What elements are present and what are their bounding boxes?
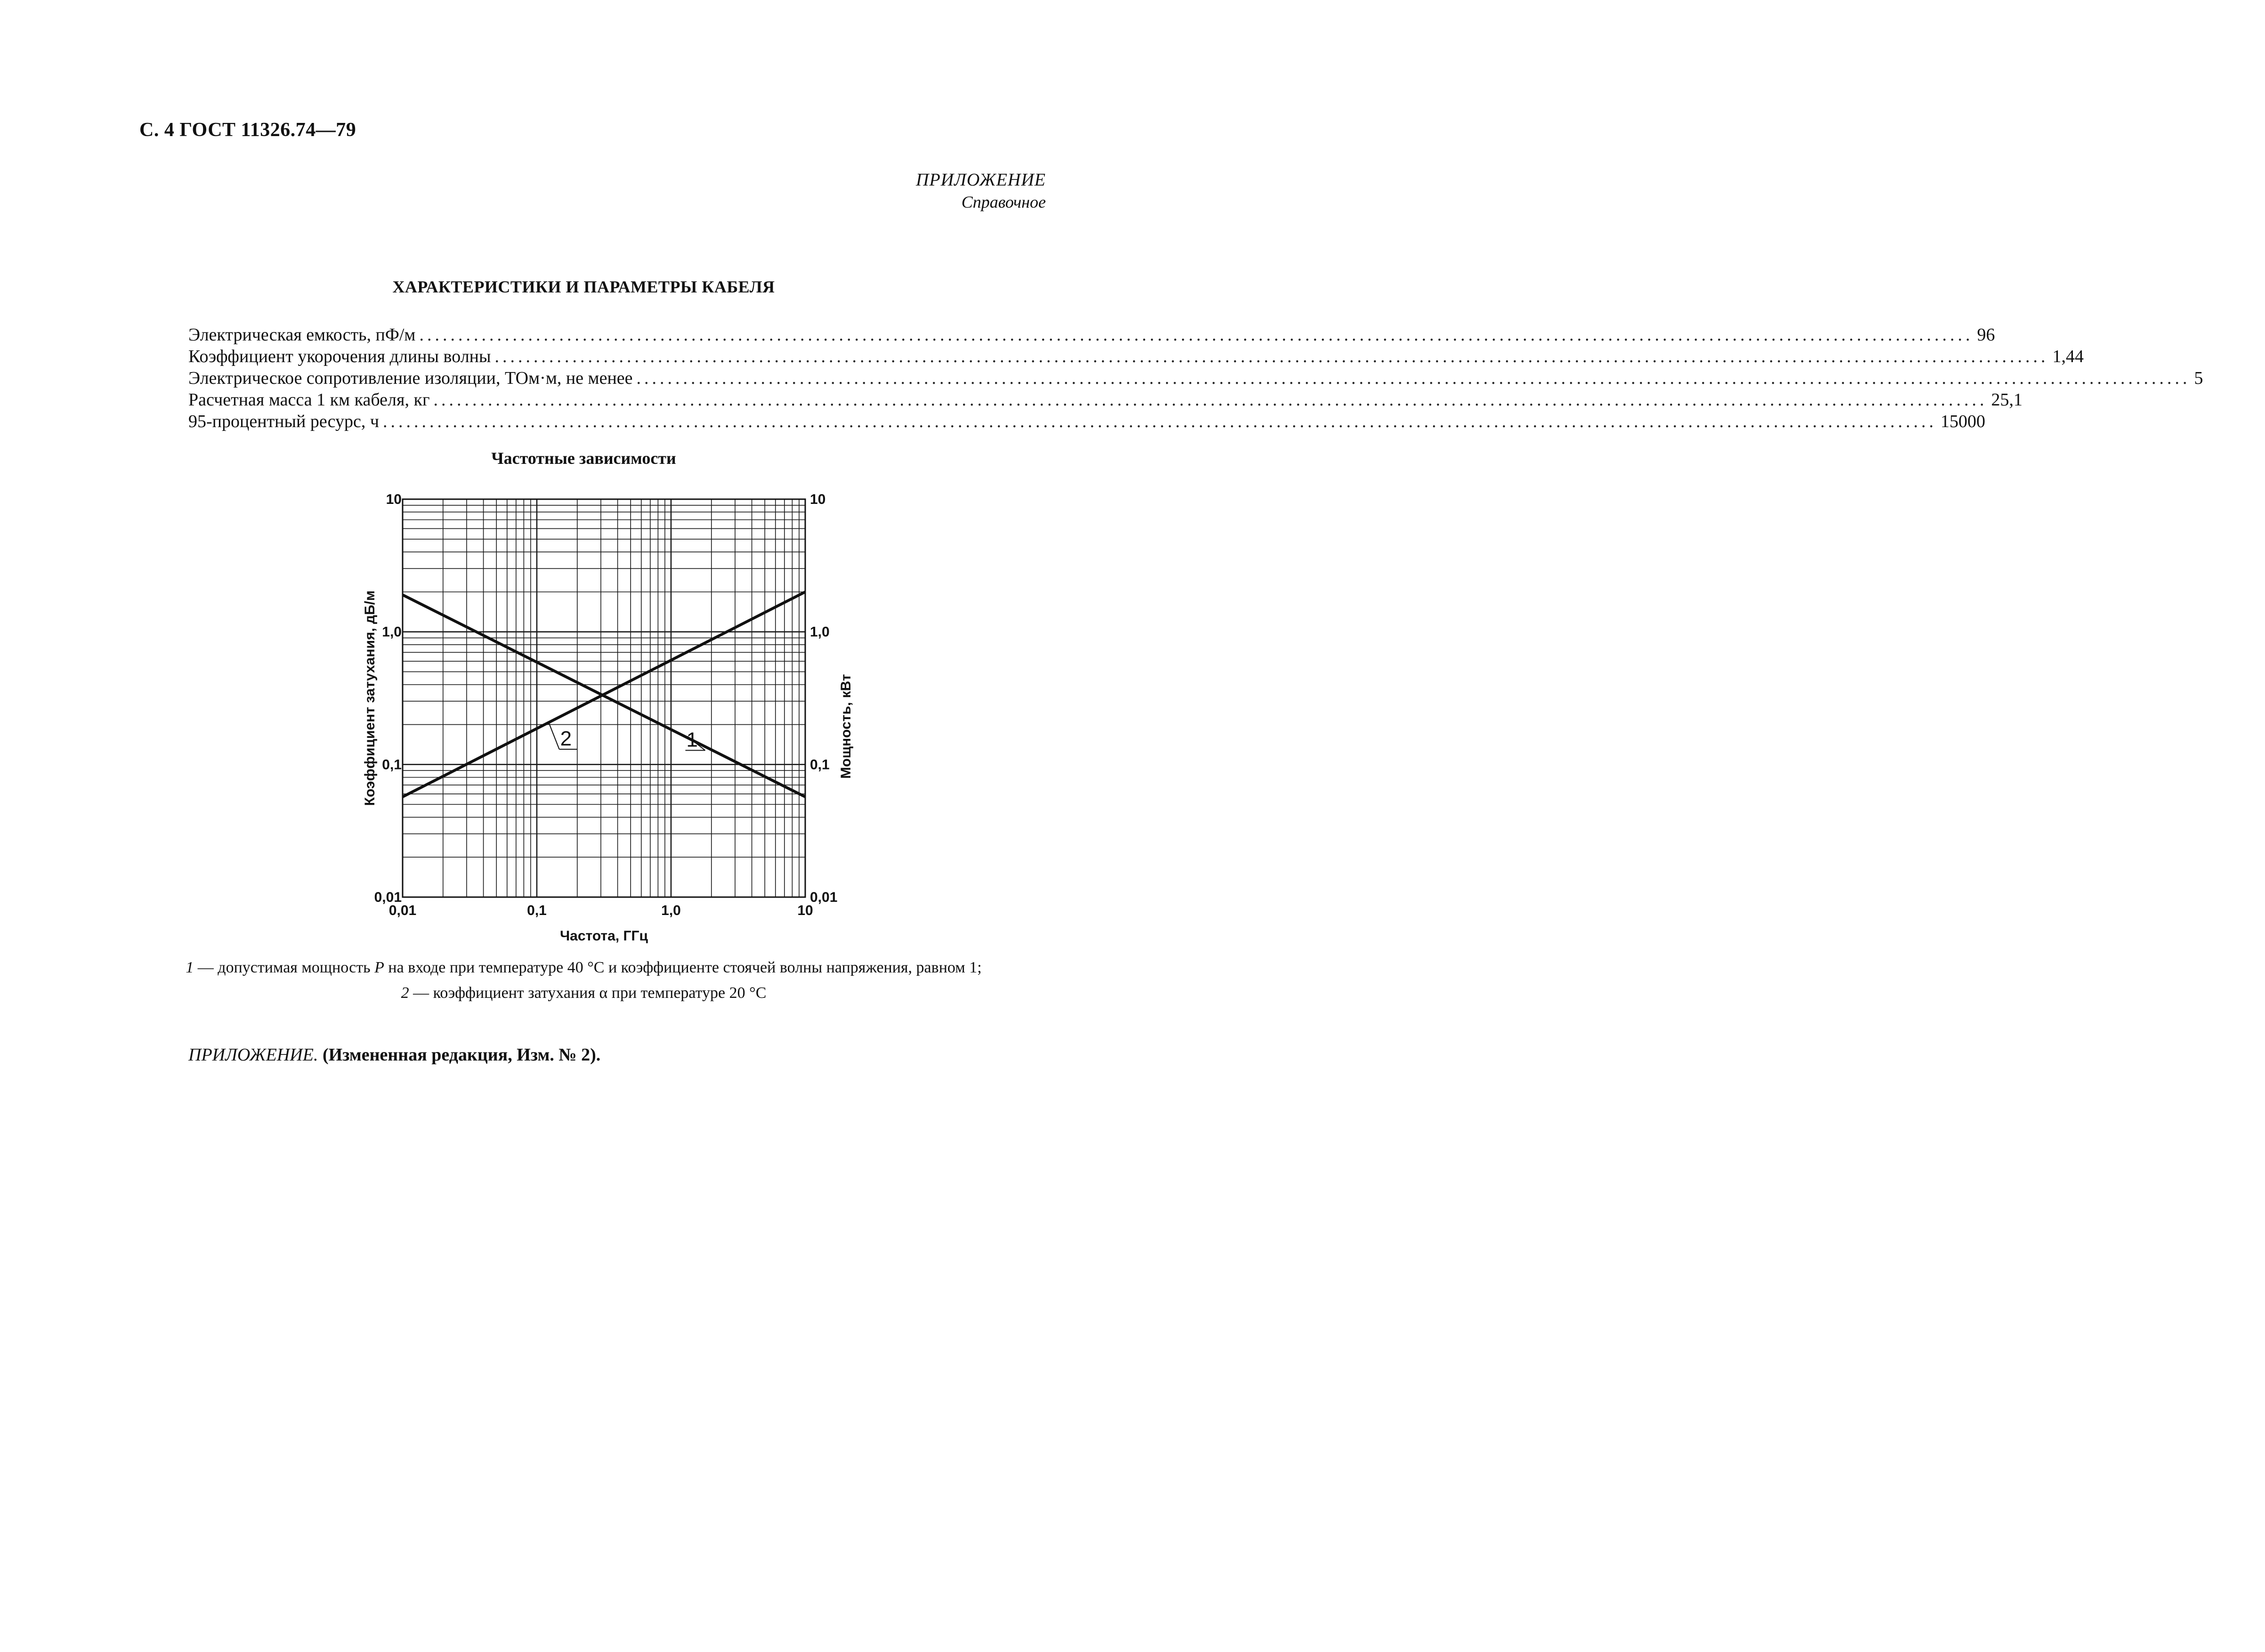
- document-header-code: С. 4 ГОСТ 11326.74—79: [139, 119, 356, 141]
- section-heading: ХАРАКТЕРИСТИКИ И ПАРАМЕТРЫ КАБЕЛЯ: [392, 277, 775, 296]
- y-axis-label-right: Мощность, кВт: [838, 674, 854, 779]
- amendment-note: [188, 1045, 600, 1065]
- y-tick-label-right: 1,0: [810, 624, 830, 640]
- chart-grid: [403, 499, 805, 897]
- appendix-title: ПРИЛОЖЕНИЕ: [916, 170, 1046, 190]
- parameter-value: 96: [1977, 325, 1995, 345]
- parameter-value: 5: [2194, 368, 2203, 388]
- parameter-name: Коэффициент укорочения длины волны: [188, 347, 491, 366]
- y-tick-label-right: 0,1: [810, 757, 830, 773]
- plot-frame: [403, 499, 805, 897]
- chart-title: Частотные зависимости: [491, 449, 676, 468]
- caption-variable: P: [374, 959, 384, 976]
- caption-text: — коэффициент затухания α при температуре 20 °C: [409, 984, 767, 1002]
- dot-leader: ........................................................................................................................................................................................................: [383, 412, 1937, 431]
- y-tick-label-left: 1,0: [382, 624, 402, 640]
- parameter-value: 25,1: [1991, 390, 2023, 410]
- amendment-revision-text: (Измененная редакция, Изм. № 2).: [322, 1045, 601, 1065]
- y-tick-label-left: 10: [386, 492, 402, 507]
- x-tick-label: 0,01: [388, 903, 417, 918]
- x-tick-label: 1,0: [661, 903, 681, 918]
- parameter-name: Расчетная масса 1 км кабеля, кг: [188, 390, 430, 410]
- caption-line-1: [0, 955, 1167, 980]
- y-tick-label-left: 0,01: [374, 890, 402, 905]
- dot-leader: ........................................................................................................................................................................................................: [419, 325, 1974, 345]
- caption-number: 1: [186, 959, 194, 976]
- caption-text: — допустимая мощность: [194, 959, 375, 976]
- parameter-name: Электрическая емкость, пФ/м: [188, 325, 416, 345]
- parameter-value: 15000: [1941, 412, 1985, 431]
- chart-labels: [362, 492, 854, 944]
- x-tick-label: 0,1: [527, 903, 547, 918]
- callout-label-2: 2: [560, 727, 572, 750]
- x-tick-label: 10: [797, 903, 813, 918]
- caption-number: 2: [401, 984, 409, 1002]
- y-tick-label-left: 0,1: [382, 757, 402, 773]
- dot-leader: ........................................................................................................................................................................................................: [433, 390, 1988, 410]
- callout-label-1: 1: [686, 728, 698, 752]
- callout-leader-2: [549, 723, 559, 749]
- parameter-name: 95-процентный ресурс, ч: [188, 412, 379, 431]
- parameter-name: Электрическое сопротивление изоляции, ТОм·м, не менее: [188, 368, 633, 388]
- y-axis-label-left: Коэффициент затухания, дБ/м: [362, 590, 378, 806]
- chart-series: [403, 592, 805, 797]
- caption-text: на входе при температуре 40 °C и коэффициенте стоячей волны напряжения, равном 1;: [384, 959, 982, 976]
- amendment-appendix-label: ПРИЛОЖЕНИЕ.: [188, 1045, 318, 1065]
- y-tick-label-right: 10: [810, 492, 826, 507]
- y-tick-label-right: 0,01: [810, 890, 838, 905]
- x-axis-label: Частота, ГГц: [560, 928, 648, 944]
- dot-leader: ........................................................................................................................................................................................................: [636, 368, 2191, 388]
- parameter-value: 1,44: [2052, 347, 2084, 366]
- caption-line-2: [0, 980, 1167, 1006]
- figure-caption: [0, 955, 1167, 1006]
- appendix-subtitle: Справочное: [961, 193, 1046, 211]
- dot-leader: ........................................................................................................................................................................................................: [494, 347, 2049, 366]
